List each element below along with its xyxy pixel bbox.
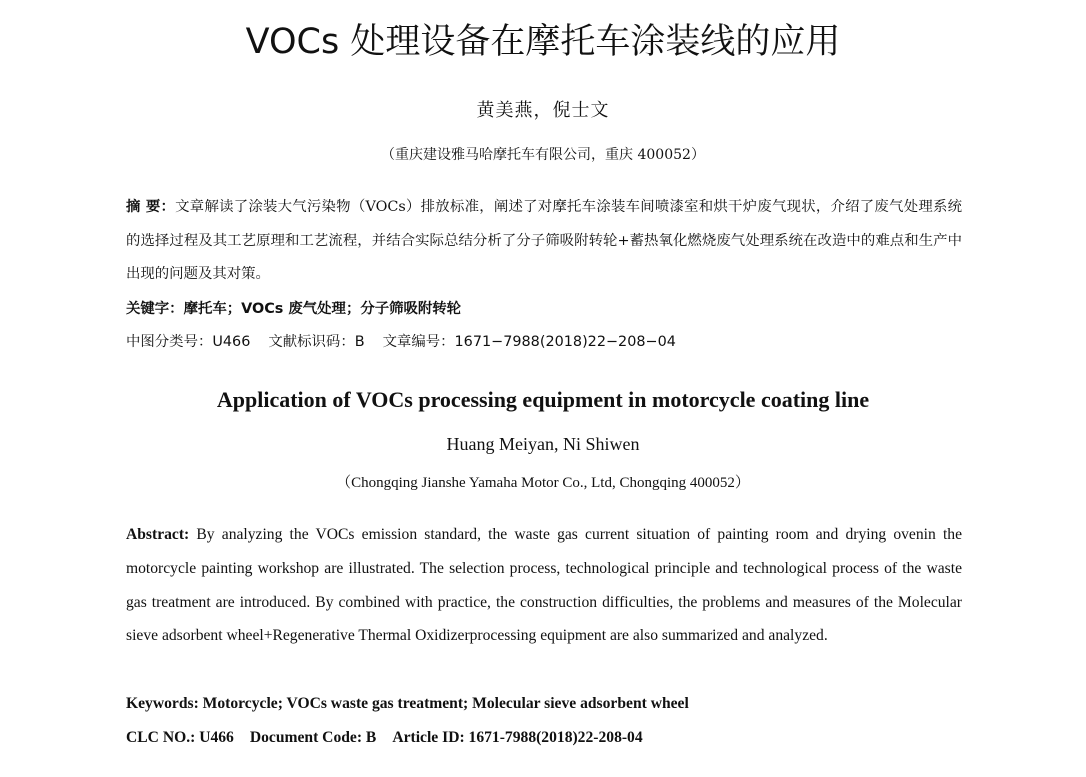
english-abstract-label: Abstract:: [126, 526, 190, 543]
english-article-id: Article ID: 1671-7988(2018)22-208-04: [392, 729, 643, 746]
chinese-title: VOCs 处理设备在摩托车涂装线的应用: [245, 22, 841, 62]
chinese-abstract-text: 文章解读了涂装大气污染物（VOCs）排放标准，阐述了对摩托车涂装车间喷漆室和烘干炉废气现状，介绍了废气处理系统的选择过程及其工艺原理和工艺流程，并结合实际总结分析了分子筛吸附转轮+蓄热氧化燃烧废气处理系统在改造中的难点和生产中出现的问题及其对策。: [126, 199, 962, 282]
chinese-abstract: [126, 191, 962, 292]
english-abstract-text: By analyzing the VOCs emission standard, the waste gas current situation of painting room and drying ovenin the motorcycle painting workshop are illustrated. The selection process, technological principle and technological process of the waste gas treatment are introduced. By combined with practice, the construction difficulties, the problems and measures of the Molecular sieve adsorbent wheel+Regenerative Thermal Oxidizerprocessing equipment are also summarized and analyzed.: [126, 526, 962, 645]
english-title: Application of VOCs processing equipment in motorcycle coating line: [216, 387, 870, 412]
chinese-document-code: 文献标识码：B: [268, 334, 365, 350]
chinese-authors: 黄美燕，倪士文: [476, 100, 610, 121]
english-affiliation: （Chongqing Jianshe Yamaha Motor Co., Ltd, Chongqing 400052）: [336, 475, 750, 491]
english-authors: Huang Meiyan, Ni Shiwen: [446, 434, 640, 454]
chinese-clc-number: 中图分类号：U466: [126, 334, 251, 350]
english-abstract: [126, 518, 962, 653]
english-clc-number: CLC NO.: U466: [126, 729, 234, 746]
chinese-classification: [126, 327, 962, 357]
chinese-article-id: 文章编号：1671−7988(2018)22−208−04: [382, 334, 676, 350]
english-document-code: Document Code: B: [249, 729, 377, 746]
chinese-abstract-label: 摘 要：: [126, 199, 176, 215]
chinese-keywords: 关键字：摩托车；VOCs 废气处理；分子筛吸附转轮: [126, 301, 462, 317]
chinese-affiliation: （重庆建设雅马哈摩托车有限公司，重庆 400052）: [381, 147, 705, 163]
english-keywords: Keywords: Motorcycle; VOCs waste gas treatment; Molecular sieve adsorbent wheel: [126, 695, 689, 712]
english-classification: [126, 723, 962, 753]
